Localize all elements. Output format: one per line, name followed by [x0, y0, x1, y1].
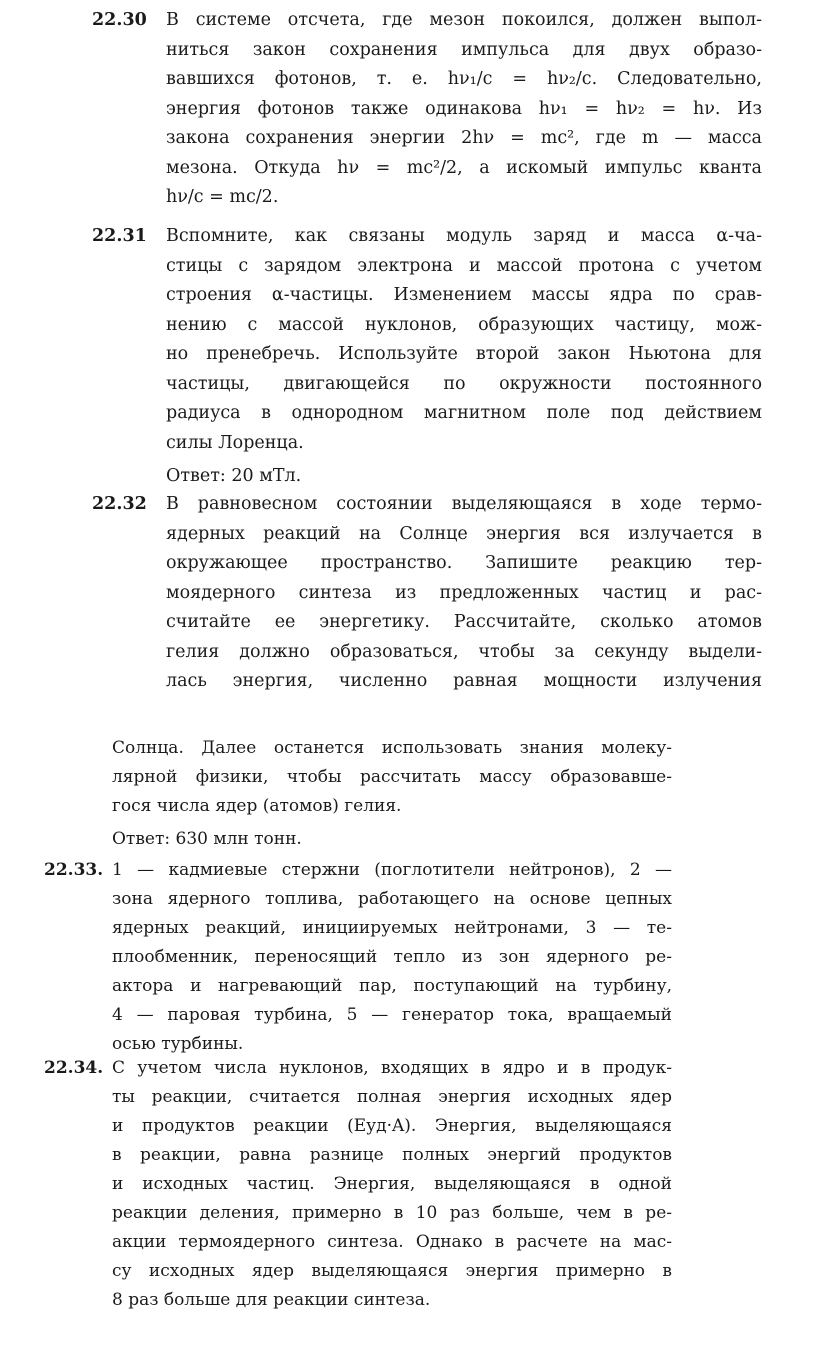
text-line: актора и нагревающий пар, поступающий на турбину,	[112, 976, 672, 996]
text-line: в реакции, равна разнице полных энергий продуктов	[112, 1145, 672, 1165]
text-line: Вспомните, как связаны модуль заряд и масса α-ча-	[166, 226, 762, 246]
text-line: но пренебречь. Используйте второй закон Ньютона для	[166, 344, 762, 364]
text-line: ядерных реакций на Солнце энергия вся излучается в	[166, 523, 762, 544]
text-line: окружающее пространство. Запишите реакцию тер-	[166, 553, 762, 573]
entry-number: 22.34.	[44, 1058, 104, 1078]
entry-number: 22.33.	[44, 860, 104, 880]
text-line: моядерного синтеза из предложенных частиц и рас-	[166, 582, 762, 603]
entry-text	[112, 856, 672, 1059]
text-line: и продуктов реакции (Eуд·A). Энергия, выделяющаяся	[112, 1116, 672, 1136]
text-line: закона сохранения энергии 2hν = mc², где m — масса	[166, 128, 762, 148]
text-line: ты реакции, считается полная энергия исходных ядер	[112, 1087, 672, 1107]
text-line: мезона. Откуда hν = mc²/2, а искомый импульс кванта	[166, 157, 762, 178]
entry-text	[166, 222, 762, 492]
entry-text	[166, 490, 762, 697]
entry-text	[166, 6, 762, 213]
text-line: и исходных частиц. Энергия, выделяющаяся в одной	[112, 1174, 672, 1194]
text-line: радиуса в однородном магнитном поле под действием	[166, 403, 762, 423]
text-line: су исходных ядер выделяющаяся энергия примерно в	[112, 1261, 672, 1281]
entry-number: 22.32	[92, 494, 147, 514]
text-line: акции термоядерного синтеза. Однако в расчете на мас-	[112, 1232, 672, 1252]
text-line: гелия должно образоваться, чтобы за секунду выдели-	[166, 641, 762, 662]
text-line: hν/c = mc/2.	[166, 187, 279, 207]
text-line: силы Лоренца.	[166, 432, 304, 453]
text-line: В системе отсчета, где мезон покоился, должен выпол-	[166, 10, 762, 30]
text-line: 1 — кадмиевые стержни (поглотители нейтронов), 2 —	[112, 860, 672, 880]
text-line: считайте ее энергетику. Рассчитайте, сколько атомов	[166, 612, 762, 632]
text-line: нению с массой нуклонов, образующих частицу, мож-	[166, 314, 762, 335]
text-line: стицы с зарядом электрона и массой протона с учетом	[166, 255, 762, 276]
text-line: ядерных реакций, инициируемых нейтронами, 3 — те-	[112, 918, 672, 938]
text-line: осью турбины.	[112, 1034, 244, 1054]
entry-text	[112, 1054, 672, 1315]
entry-number: 22.31	[92, 226, 147, 246]
text-line: энергия фотонов также одинакова hν₁ = hν₂ = hν. Из	[166, 98, 762, 119]
text-line: вавшихся фотонов, т. е. hν₁/c = hν₂/c. Следовательно,	[166, 69, 762, 89]
text-line: лась энергия, численно равная мощности излучения	[166, 671, 762, 691]
text-line: зона ядерного топлива, работающего на основе цепных	[112, 889, 672, 909]
text-line: 4 — паровая турбина, 5 — генератор тока, вращаемый	[112, 1005, 672, 1025]
text-line: гося числа ядер (атомов) гелия.	[112, 796, 402, 816]
text-line: ниться закон сохранения импульса для двух образо-	[166, 39, 762, 60]
text-line: строения α-частицы. Изменением массы ядра по срав-	[166, 285, 762, 305]
text-line: С учетом числа нуклонов, входящих в ядро и в продук-	[112, 1058, 672, 1078]
text-line: 8 раз больше для реакции синтеза.	[112, 1290, 431, 1310]
entry-22-32-continuation	[112, 734, 672, 854]
text-line: лярной физики, чтобы рассчитать массу образовавше-	[112, 767, 672, 787]
text-line: плообменник, переносящий тепло из зон ядерного ре-	[112, 947, 672, 967]
answer-line: Ответ: 630 млн тонн.	[112, 829, 302, 849]
text-line: частицы, двигающейся по окружности постоянного	[166, 373, 762, 394]
text-line: В равновесном состоянии выделяющаяся в ходе термо-	[166, 494, 762, 514]
text-line: реакции деления, примерно в 10 раз больше, чем в ре-	[112, 1203, 672, 1223]
text-line: Солнца. Далее останется использовать знания молеку-	[112, 738, 672, 758]
entry-number: 22.30	[92, 10, 147, 30]
answer-line: Ответ: 20 мТл.	[166, 466, 302, 486]
